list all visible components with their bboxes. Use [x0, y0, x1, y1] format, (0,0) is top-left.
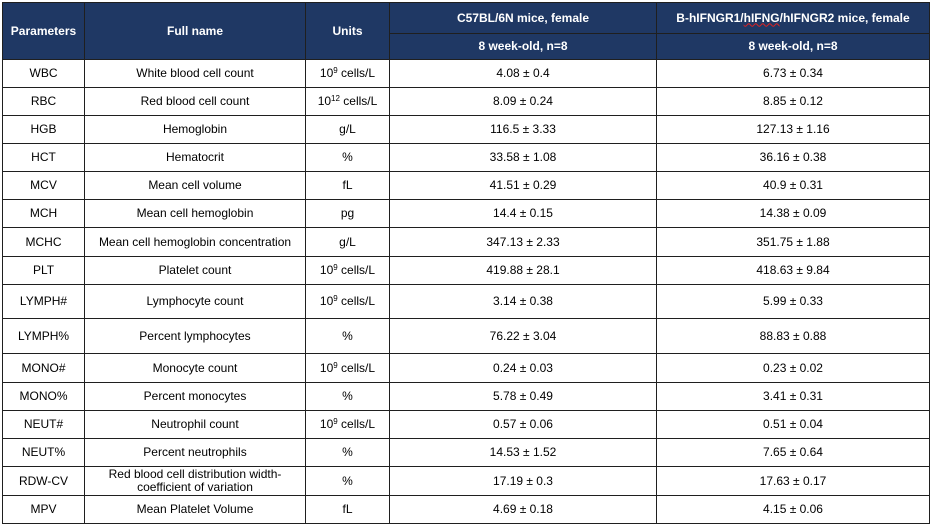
- unit-rest: cells/L: [339, 94, 378, 108]
- cell-full-name: Red blood cell distribution width-coefficient of variation: [85, 467, 306, 496]
- unit-base: 10: [317, 94, 332, 108]
- header-full-name: Full name: [85, 3, 306, 60]
- cell-group2-value: 4.15 ± 0.06: [657, 496, 930, 524]
- table-row: [3, 88, 930, 116]
- cell-units: [306, 354, 390, 383]
- unit-base: %: [342, 445, 353, 459]
- cell-group1-value: 116.5 ± 3.33: [390, 116, 657, 144]
- table-row: [3, 200, 930, 228]
- cell-parameter: RDW-CV: [3, 467, 85, 496]
- group2-title-suffix: /hIFNGR2 mice, female: [779, 10, 910, 25]
- cell-group2-value: 88.83 ± 0.88: [657, 319, 930, 354]
- cell-full-name: Percent lymphocytes: [85, 319, 306, 354]
- unit-base: %: [342, 473, 353, 488]
- cell-group2-value: 127.13 ± 1.16: [657, 116, 930, 144]
- cell-group1-value: 0.24 ± 0.03: [390, 354, 657, 383]
- header-units: Units: [306, 3, 390, 60]
- cell-units: [306, 319, 390, 354]
- unit-base: fL: [342, 502, 353, 516]
- hematology-table: [2, 2, 930, 524]
- unit-base: 10: [319, 263, 334, 277]
- cell-parameter: MPV: [3, 496, 85, 524]
- table-row: [3, 60, 930, 88]
- cell-parameter: HGB: [3, 116, 85, 144]
- header-group2-sub: 8 week-old, n=8: [657, 34, 930, 60]
- cell-full-name: Red blood cell count: [85, 88, 306, 116]
- table-body: [3, 60, 930, 524]
- cell-units: [306, 228, 390, 257]
- cell-group2-value: 8.85 ± 0.12: [657, 88, 930, 116]
- unit-base: %: [342, 150, 353, 164]
- cell-parameter: MCV: [3, 172, 85, 200]
- unit-base: 10: [319, 417, 334, 431]
- table-row: [3, 354, 930, 383]
- unit-base: 10: [319, 294, 334, 308]
- cell-group1-value: 5.78 ± 0.49: [390, 383, 657, 411]
- unit-rest: cells/L: [337, 360, 376, 375]
- cell-full-name: Hematocrit: [85, 144, 306, 172]
- table-row: [3, 285, 930, 319]
- header-group1-sub: 8 week-old, n=8: [390, 34, 657, 60]
- group2-title-underlined: hIFNG: [743, 10, 780, 25]
- cell-full-name: Percent monocytes: [85, 383, 306, 411]
- cell-parameter: MCHC: [3, 228, 85, 257]
- cell-parameter: WBC: [3, 60, 85, 88]
- cell-units: [306, 439, 390, 467]
- group2-title-prefix: B-hIFNGR1/: [676, 10, 744, 25]
- cell-parameter: MCH: [3, 200, 85, 228]
- cell-parameter: PLT: [3, 257, 85, 285]
- table-row: [3, 144, 930, 172]
- cell-group1-value: 4.69 ± 0.18: [390, 496, 657, 524]
- unit-base: g/L: [339, 122, 356, 136]
- unit-rest: cells/L: [337, 66, 376, 80]
- unit-base: fL: [342, 178, 353, 192]
- cell-parameter: MONO%: [3, 383, 85, 411]
- unit-base: 10: [319, 360, 334, 375]
- table-row: [3, 496, 930, 524]
- unit-base: pg: [340, 206, 355, 220]
- cell-group2-value: 14.38 ± 0.09: [657, 200, 930, 228]
- unit-base: 10: [319, 66, 334, 80]
- table-row: [3, 319, 930, 354]
- table-row: [3, 116, 930, 144]
- unit-rest: cells/L: [337, 417, 376, 431]
- cell-units: [306, 144, 390, 172]
- unit-rest: cells/L: [337, 294, 376, 308]
- unit-exponent: 12: [331, 94, 340, 103]
- cell-parameter: NEUT%: [3, 439, 85, 467]
- cell-group1-value: 41.51 ± 0.29: [390, 172, 657, 200]
- cell-full-name: Mean cell volume: [85, 172, 306, 200]
- unit-rest: cells/L: [337, 263, 376, 277]
- unit-exponent: 9: [333, 417, 338, 426]
- cell-group1-value: 8.09 ± 0.24: [390, 88, 657, 116]
- cell-group2-value: 418.63 ± 9.84: [657, 257, 930, 285]
- cell-full-name: Monocyte count: [85, 354, 306, 383]
- cell-units: [306, 411, 390, 439]
- cell-units: [306, 496, 390, 524]
- table-row: [3, 467, 930, 496]
- cell-parameter: NEUT#: [3, 411, 85, 439]
- cell-group2-value: 0.51 ± 0.04: [657, 411, 930, 439]
- unit-base: %: [342, 389, 353, 403]
- cell-group1-value: 14.4 ± 0.15: [390, 200, 657, 228]
- cell-group2-value: 40.9 ± 0.31: [657, 172, 930, 200]
- cell-parameter: LYMPH%: [3, 319, 85, 354]
- cell-group1-value: 33.58 ± 1.08: [390, 144, 657, 172]
- unit-exponent: 9: [333, 360, 338, 370]
- cell-group1-value: 3.14 ± 0.38: [390, 285, 657, 319]
- header-group2-title: [657, 3, 930, 34]
- cell-parameter: MONO#: [3, 354, 85, 383]
- cell-group1-value: 0.57 ± 0.06: [390, 411, 657, 439]
- cell-full-name: Mean Platelet Volume: [85, 496, 306, 524]
- cell-units: [306, 172, 390, 200]
- cell-group1-value: 419.88 ± 28.1: [390, 257, 657, 285]
- cell-parameter: RBC: [3, 88, 85, 116]
- cell-group1-value: 14.53 ± 1.52: [390, 439, 657, 467]
- cell-full-name: Lymphocyte count: [85, 285, 306, 319]
- unit-base: %: [342, 328, 353, 343]
- cell-units: [306, 467, 390, 496]
- table-row: [3, 257, 930, 285]
- cell-units: [306, 60, 390, 88]
- table-row: [3, 411, 930, 439]
- unit-exponent: 9: [333, 66, 338, 75]
- cell-group1-value: 17.19 ± 0.3: [390, 467, 657, 496]
- header-parameters: Parameters: [3, 3, 85, 60]
- header-group1-title: C57BL/6N mice, female: [390, 3, 657, 34]
- cell-units: [306, 200, 390, 228]
- table-row: [3, 172, 930, 200]
- cell-full-name: Percent neutrophils: [85, 439, 306, 467]
- cell-group1-value: 347.13 ± 2.33: [390, 228, 657, 257]
- table-row: [3, 439, 930, 467]
- cell-group2-value: 17.63 ± 0.17: [657, 467, 930, 496]
- cell-units: [306, 116, 390, 144]
- table-header: [3, 3, 930, 60]
- cell-group2-value: 351.75 ± 1.88: [657, 228, 930, 257]
- cell-full-name: Hemoglobin: [85, 116, 306, 144]
- cell-full-name: Platelet count: [85, 257, 306, 285]
- unit-exponent: 9: [333, 294, 338, 303]
- cell-group2-value: 3.41 ± 0.31: [657, 383, 930, 411]
- cell-parameter: LYMPH#: [3, 285, 85, 319]
- cell-full-name: Mean cell hemoglobin: [85, 200, 306, 228]
- cell-group2-value: 7.65 ± 0.64: [657, 439, 930, 467]
- unit-base: g/L: [339, 234, 356, 249]
- cell-group2-value: 5.99 ± 0.33: [657, 285, 930, 319]
- cell-units: [306, 88, 390, 116]
- cell-group1-value: 76.22 ± 3.04: [390, 319, 657, 354]
- cell-parameter: HCT: [3, 144, 85, 172]
- table-row: [3, 383, 930, 411]
- table-row: [3, 228, 930, 257]
- cell-units: [306, 383, 390, 411]
- cell-group2-value: 36.16 ± 0.38: [657, 144, 930, 172]
- cell-full-name: White blood cell count: [85, 60, 306, 88]
- cell-group2-value: 6.73 ± 0.34: [657, 60, 930, 88]
- cell-full-name: Neutrophil count: [85, 411, 306, 439]
- unit-exponent: 9: [333, 263, 338, 272]
- cell-group2-value: 0.23 ± 0.02: [657, 354, 930, 383]
- cell-units: [306, 285, 390, 319]
- cell-units: [306, 257, 390, 285]
- cell-full-name: Mean cell hemoglobin concentration: [85, 228, 306, 257]
- cell-group1-value: 4.08 ± 0.4: [390, 60, 657, 88]
